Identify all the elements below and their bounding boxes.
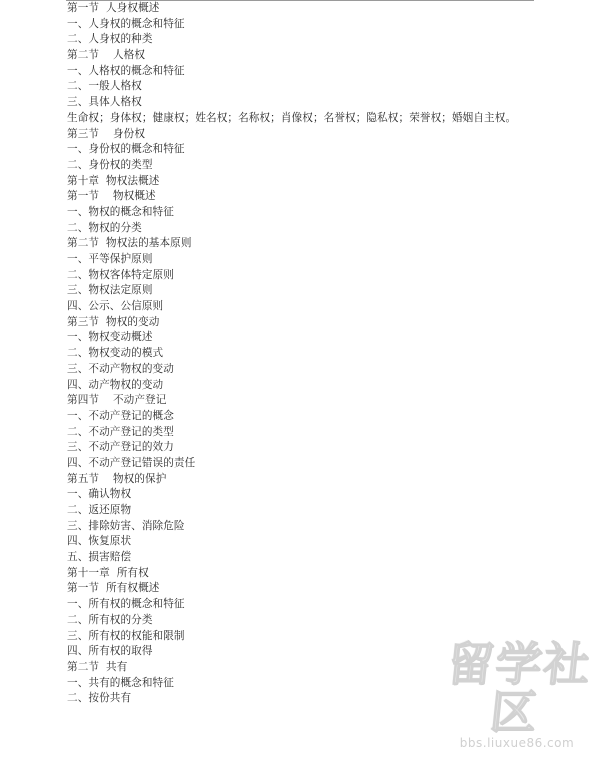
outline-line: 三、所有权的权能和限制 xyxy=(67,629,185,642)
outline-line: 第三节 身份权 xyxy=(67,127,146,140)
outline-line: 五、损害赔偿 xyxy=(67,551,132,564)
watermark xyxy=(433,637,601,750)
outline-line: 二、物权的分类 xyxy=(67,221,142,234)
outline-line: 第二节 物权法的基本原则 xyxy=(67,237,192,250)
outline-line: 第二节 共有 xyxy=(67,660,128,673)
outline-line: 三、物权法定原则 xyxy=(67,284,153,297)
outline-line: 一、物权变动概述 xyxy=(67,331,153,344)
outline-line: 第一节 物权概述 xyxy=(67,190,156,203)
outline-line: 第一节 所有权概述 xyxy=(67,582,160,595)
outline-line: 二、一般人格权 xyxy=(67,80,142,93)
outline-line: 生命权；身体权；健康权；姓名权；名称权；肖像权；名誉权；隐私权；荣誉权；婚姻自主权。 xyxy=(67,111,517,124)
outline-line: 第五节 物权的保护 xyxy=(67,472,167,485)
outline-line: 一、平等保护原则 xyxy=(67,253,153,265)
outline-line: 二、不动产登记的类型 xyxy=(67,425,174,438)
watermark-logo: 留学社区 xyxy=(444,637,595,739)
outline-line: 一、人身权的概念和特征 xyxy=(67,17,185,30)
outline-line: 四、恢复原状 xyxy=(67,535,132,548)
outline-line: 一、人格权的概念和特征 xyxy=(67,64,185,77)
outline-line: 四、不动产登记错误的责任 xyxy=(67,456,196,469)
outline-line: 二、人身权的种类 xyxy=(67,33,153,46)
outline-line: 第四节 不动产登记 xyxy=(67,394,167,407)
outline-line: 一、共有的概念和特征 xyxy=(67,676,174,689)
outline-line: 二、物权变动的模式 xyxy=(67,347,164,360)
outline-list xyxy=(67,1,516,707)
outline-line: 第十一章 所有权 xyxy=(67,566,149,579)
outline-line: 一、身份权的概念和特征 xyxy=(67,143,185,156)
watermark-url: bbs.liuxue86.com xyxy=(459,736,575,750)
outline-line: 三、不动产物权的变动 xyxy=(67,362,174,375)
outline-line: 二、所有权的分类 xyxy=(67,613,153,626)
outline-line: 一、所有权的概念和特征 xyxy=(67,598,185,611)
outline-line: 二、返还原物 xyxy=(67,504,132,516)
outline-line: 二、物权客体特定原则 xyxy=(67,268,174,281)
outline-line: 四、所有权的取得 xyxy=(67,645,153,658)
outline-line: 二、按份共有 xyxy=(67,692,132,705)
outline-line: 第二节 人格权 xyxy=(67,49,146,62)
outline-line: 第三节 物权的变动 xyxy=(67,315,160,328)
outline-line: 一、确认物权 xyxy=(67,488,132,501)
outline-line: 一、不动产登记的概念 xyxy=(67,409,174,422)
outline-line: 三、排除妨害、消除危险 xyxy=(67,519,185,532)
outline-line: 四、动产物权的变动 xyxy=(67,378,164,391)
outline-line: 二、身份权的类型 xyxy=(67,158,153,171)
outline-line: 四、公示、公信原则 xyxy=(67,300,164,313)
outline-line: 第十章 物权法概述 xyxy=(67,174,160,187)
outline-line: 三、具体人格权 xyxy=(67,96,142,109)
outline-line: 一、物权的概念和特征 xyxy=(67,205,174,218)
outline-line: 三、不动产登记的效力 xyxy=(67,441,174,454)
outline-line: 第一节 人身权概述 xyxy=(67,2,160,14)
